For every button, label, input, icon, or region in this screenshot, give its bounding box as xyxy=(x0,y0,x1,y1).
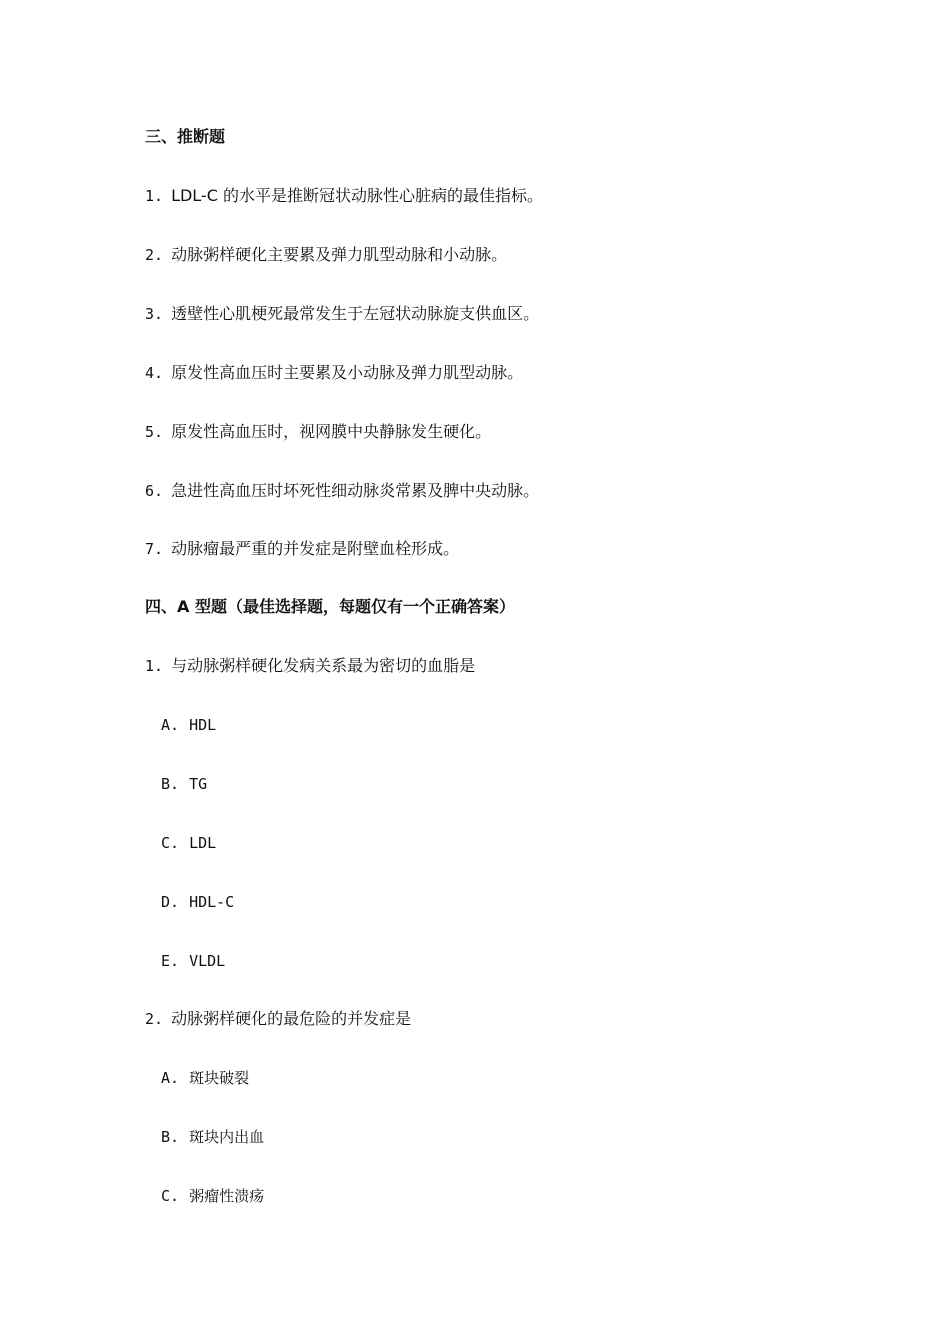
option-label: D. xyxy=(161,893,180,911)
item-text: 动脉粥样硬化主要累及弹力肌型动脉和小动脉。 xyxy=(171,245,508,264)
question-2-option-b xyxy=(161,1126,890,1148)
item-number: 2. xyxy=(145,246,164,264)
judgement-item-7 xyxy=(145,538,890,560)
option-text: 粥瘤性溃疡 xyxy=(189,1187,265,1205)
option-label: A. xyxy=(161,1069,180,1087)
item-number: 1. xyxy=(145,187,164,205)
option-text: VLDL xyxy=(189,952,226,970)
section-heading-a-type: 四、A 型题（最佳选择题，每题仅有一个正确答案） xyxy=(145,597,515,616)
option-text: 斑块内出血 xyxy=(189,1128,265,1146)
option-text: HDL xyxy=(189,716,217,734)
option-text: TG xyxy=(189,775,208,793)
judgement-item-5 xyxy=(145,421,890,443)
item-text: 透壁性心肌梗死最常发生于左冠状动脉旋支供血区。 xyxy=(171,304,540,323)
section-heading-judgement: 三、推断题 xyxy=(145,127,226,146)
option-label: E. xyxy=(161,952,180,970)
item-number: 7. xyxy=(145,540,164,558)
question-1-option-a xyxy=(161,714,890,736)
question-1-option-c xyxy=(161,832,890,854)
question-2 xyxy=(145,1008,890,1030)
question-1-option-b xyxy=(161,773,890,795)
item-number: 3. xyxy=(145,305,164,323)
judgement-item-4 xyxy=(145,362,890,384)
judgement-item-6 xyxy=(145,480,890,502)
option-label: B. xyxy=(161,1128,180,1146)
option-text: HDL-C xyxy=(189,893,235,911)
item-number: 5. xyxy=(145,423,164,441)
judgement-item-1 xyxy=(145,185,890,207)
question-2-option-c xyxy=(161,1185,890,1207)
option-label: C. xyxy=(161,834,180,852)
item-text: 原发性高血压时主要累及小动脉及弹力肌型动脉。 xyxy=(171,363,524,382)
question-number: 2. xyxy=(145,1010,164,1028)
option-text: 斑块破裂 xyxy=(189,1069,250,1087)
item-text: LDL-C 的水平是推断冠状动脉性心脏病的最佳指标。 xyxy=(171,186,543,205)
judgement-item-2 xyxy=(145,244,890,266)
question-text: 与动脉粥样硬化发病关系最为密切的血脂是 xyxy=(171,656,476,675)
option-label: B. xyxy=(161,775,180,793)
item-text: 急进性高血压时坏死性细动脉炎常累及脾中央动脉。 xyxy=(171,481,540,500)
item-number: 4. xyxy=(145,364,164,382)
item-text: 动脉瘤最严重的并发症是附壁血栓形成。 xyxy=(171,539,460,558)
question-2-option-a xyxy=(161,1067,890,1089)
question-number: 1. xyxy=(145,657,164,675)
question-1-option-e xyxy=(161,950,890,972)
option-label: C. xyxy=(161,1187,180,1205)
question-1-option-d xyxy=(161,891,890,913)
question-1 xyxy=(145,655,890,677)
item-number: 6. xyxy=(145,482,164,500)
item-text: 原发性高血压时，视网膜中央静脉发生硬化。 xyxy=(171,422,492,441)
option-text: LDL xyxy=(189,834,217,852)
judgement-item-3 xyxy=(145,303,890,325)
question-text: 动脉粥样硬化的最危险的并发症是 xyxy=(171,1009,412,1028)
option-label: A. xyxy=(161,716,180,734)
